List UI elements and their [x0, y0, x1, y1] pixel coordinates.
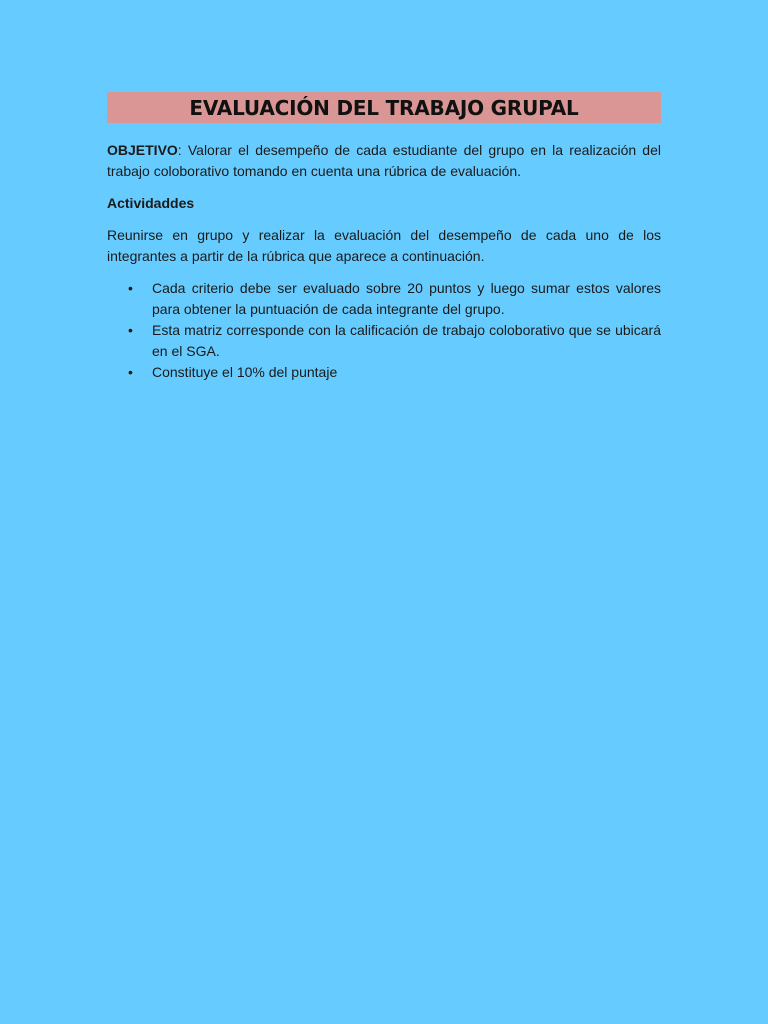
bullet-dot-icon: • [128, 322, 133, 338]
objective-text: : Valorar el desempeño de cada estudiante del grupo en la realización del trabajo coloborativo tomando en cuenta una rúbrica de evaluación. [107, 142, 661, 179]
bullet-item [107, 362, 661, 383]
bullet-text: Cada criterio debe ser evaluado sobre 20 puntos y luego sumar estos valores para obtener la puntuación de cada integrante del grupo. [152, 280, 661, 317]
bullet-text: Esta matriz corresponde con la calificación de trabajo coloborativo que se ubicará en el SGA. [152, 322, 661, 359]
document-content [107, 92, 661, 383]
activities-heading: Actividaddes [107, 195, 195, 211]
objective-label: OBJETIVO [107, 142, 178, 158]
page-title: EVALUACIÓN DEL TRABAJO GRUPAL [189, 95, 579, 120]
intro-paragraph: Reunirse en grupo y realizar la evaluación del desempeño de cada uno de los integrantes a partir de la rúbrica que aparece a continuación. [107, 227, 661, 264]
bullet-item [107, 320, 661, 362]
bullet-list [107, 278, 661, 383]
objective-paragraph [107, 140, 661, 182]
bullet-item [107, 278, 661, 320]
bullet-text: Constituye el 10% del puntaje [152, 364, 338, 380]
bullet-dot-icon: • [128, 280, 133, 296]
bullet-dot-icon: • [128, 364, 133, 380]
title-banner [107, 92, 661, 123]
